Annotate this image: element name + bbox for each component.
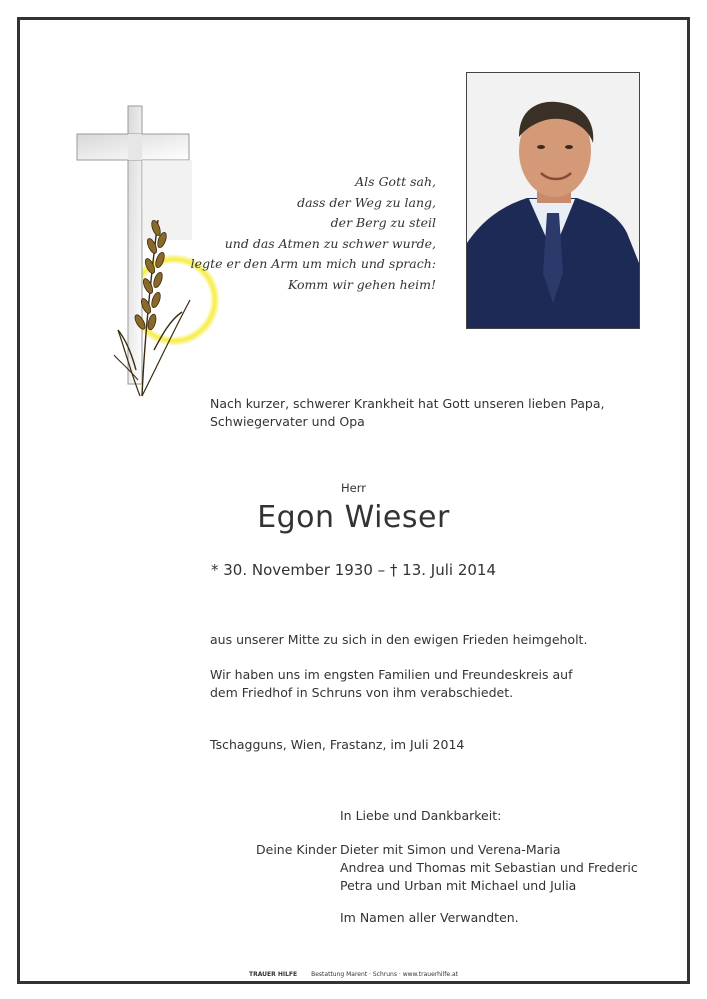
relatives-text: Im Namen aller Verwandten. xyxy=(340,910,519,925)
kinder-item: Dieter mit Simon und Verena-Maria xyxy=(340,842,561,857)
intro-line-1: Nach kurzer, schwerer Krankheit hat Gott unseren lieben Papa, xyxy=(210,396,605,411)
farewell-line-1: Wir haben uns im engsten Familien und Freundeskreis auf xyxy=(210,667,573,682)
kinder-list xyxy=(340,841,638,895)
kinder-item: Andrea und Thomas mit Sebastian und Frederic xyxy=(340,860,638,875)
honorific: Herr xyxy=(341,481,366,495)
kinder-item: Petra und Urban mit Michael und Julia xyxy=(340,878,577,893)
footer-brand: TRAUER HILFE xyxy=(248,971,298,978)
deceased-name: Egon Wieser xyxy=(257,500,450,535)
poem-line: der Berg zu steil xyxy=(330,215,436,230)
footer-info: Bestattung Marent · Schruns · www.trauerhilfe.at xyxy=(311,971,459,978)
portrait-photo xyxy=(466,72,640,329)
closing-text: In Liebe und Dankbarkeit: xyxy=(340,808,502,823)
poem xyxy=(190,172,436,295)
heimgeholt-text: aus unserer Mitte zu sich in den ewigen Frieden heimgeholt. xyxy=(210,632,588,647)
kinder-label: Deine Kinder xyxy=(256,842,337,857)
intro-text xyxy=(210,395,604,431)
life-dates: * 30. November 1930 – † 13. Juli 2014 xyxy=(211,561,496,579)
intro-line-2: Schwiegervater und Opa xyxy=(210,414,365,429)
farewell-line-2: dem Friedhof in Schruns von ihm verabschiedet. xyxy=(210,685,514,700)
poem-line: und das Atmen zu schwer wurde, xyxy=(224,235,436,251)
poem-line: legte er den Arm um mich und sprach: xyxy=(190,256,436,271)
farewell-text xyxy=(210,666,572,702)
poem-line: Komm wir gehen heim! xyxy=(287,276,436,292)
poem-line: Als Gott sah, xyxy=(355,174,436,189)
footer xyxy=(0,971,707,978)
place-date: Tschagguns, Wien, Frastanz, im Juli 2014 xyxy=(210,737,465,752)
poem-line: dass der Weg zu lang, xyxy=(297,194,436,210)
